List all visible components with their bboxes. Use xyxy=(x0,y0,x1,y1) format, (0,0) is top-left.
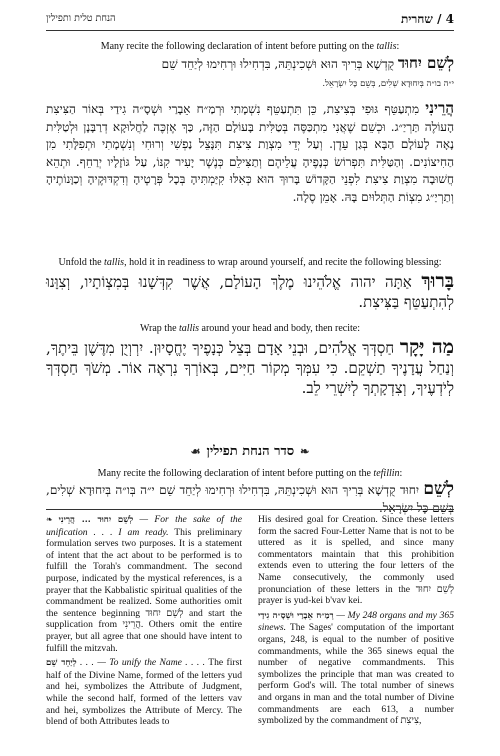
tallis-blessing: בָּרוּךְ אַתָּה יהוה אֱלֹהֵינוּ מֶלֶךְ הָעוֹלָם, אֲשֶׁר קִדְּשָׁנוּ בְּמִצְוֹתָיו, וְצִוָּנוּ לְהִתְעַטֵּף בַּצִּיצִת. xyxy=(46,270,454,311)
commentary-note-unify: לְיַחֵד שֵׁם . . . — To unify the Name . . . . The first half of the Divine Name, formed of the letters yud and hei, symbolizes the Attribute of Judgment, while the second half, formed of the letters vav and hei, symbolizes the Attribute of Mercy. The blend of both Attributes leads to xyxy=(46,657,242,728)
instruction-wrap-tallis: Wrap the tallis around your head and body, then recite: xyxy=(139,323,360,334)
instruction-tefillin-intent: Many recite the following declaration of intent before putting on the tefillin: xyxy=(97,468,403,479)
instruction-unfold-tallis: Unfold the tallis, hold it in readiness to wrap around yourself, and recite the following blessing: xyxy=(58,257,442,268)
hareini-paragraph: הֲרֵינִי מִתְעַטֵּף גּוּפִי בְּצִיצִת, כֵּן תִּתְעַטֵּף נִשְׁמָתִי וּרְמַ״ח אֵבָרַי וּשְׁסָ״ה גִידַי בְּאוֹר הַצִּיצִת הָעוֹלֶה תַּרְיַ״ג. וּכְשֵׁם שֶׁאֲנִי מִתְכַּסֶּה בְּטַלִּית בָּעוֹלָם הַזֶּה, כַּךְ אֶזְכֶּה לַחֲלוּקָא דְרַבָּנָן וּלְטַלִּית נָאָה לָעוֹלָם הַבָּא בְּגַן עֵדֶן. וְעַל יְדֵי מִצְוַת צִיצִת תִּנָּצֵל נַפְשִׁי וְרוּחִי וְנִשְׁמָתִי וּתְפִלָּתִי מִן הַחִיצוֹנִים. וְהַטַּלִּית תִּפְרוֹשׂ כְּנָפֶיהָ עֲלֵיהֶם וְתַצִּילֵם כְּנֶשֶׁר יָעִיר קִנּוֹ, עַל גּוֹזָלָיו יְרַחֵף. וּתְהֵא חֲשׁוּבָה מִצְוַת צִיצִת לִפְנֵי הַקָּדוֹשׁ בָּרוּךְ הוּא כְּאִלּוּ קִיַּמְתִּיהָ בְּכָל פְּרָטֶיהָ וְדִקְדּוּקֶיהָ וְכַוָּנוֹתֶיהָ וְתַרְיַ״ג מִצְוֹת הַתְּלוּיִם בָּהּ. אָמֵן סֶלָה. xyxy=(46,99,454,204)
leshem-yichud-tefillin: לְשֵׁם יִחוּד קֻדְשָׁא בְּרִיךְ הוּא וּשְׁכִינְתֵּהּ, בִּדְחִילוּ וּרְחִימוּ לְיַחֵד שֵׁם י״ה בְּו״ה בְּיִחוּדָא שְׁלִים, בְּשֵׁם כָּל יִשְׂרָאֵל. xyxy=(46,479,454,515)
ornament-icon: ❧ xyxy=(300,445,310,458)
mah-yakar-passage: מַה יָּקָר חַסְדְּךָ אֱלֹהִים, וּבְנֵי אָדָם בְּצֵל כְּנָפֶיךָ יֶחֱסָיוּן. יִרְוְיֻן מִדֶּשֶׁן בֵּיתֶךָ, וְנַחַל עֲדָנֶיךָ תַשְׁקֵם. כִּי עִמְּךָ מְקוֹר חַיִּים, בְּאוֹרְךָ נִרְאֶה אוֹר. מְשֹׁךְ חַסְדְּךָ לְיֹדְעֶיךָ, וְצִדְקָתְךָ לְיִשְׁרֵי לֵב. xyxy=(46,336,454,397)
commentary-right-column xyxy=(258,514,454,730)
section-title-tefillin: ❧סדר הנחת תפילין☙ xyxy=(190,444,310,459)
commentary-divider xyxy=(46,509,454,510)
running-section-title: הנחת טלית ותפילין xyxy=(46,13,116,24)
commentary-note-continued: His desired goal for Creation. Since these letters form the sacred Four-Letter Name that is not to be uttered as it is spelled, and since many commentators maintain that this prohibition extends even to uttering the four letters of the Name consecutively, the commonly used pronunciation of these letters in the לְשֵׁם יִחוּד prayer is yud-kei b'vav kei. xyxy=(258,514,454,607)
leshem-yichud-tallis: לְשֵׁם יִחוּד קֻדְשָׁא בְּרִיךְ הוּא וּשְׁכִינְתֵּהּ, בִּדְחִילוּ וּרְחִימוּ לְיַחֵד שֵׁם י״ה בו״ה בְּיִחוּדָא שְׁלִים, בְּשֵׁם כָּל יִשְׂרָאֵל. xyxy=(161,54,454,89)
commentary-left-column xyxy=(46,514,242,731)
commentary-note-leshem: ❧ לְשֵׁם יִחוּד ... הֲרֵינִי — For the sake of the unification . . . I am ready. This preliminary formulation serves two purposes. It is a statement of intent that the act about to be performed is to fulfill the Torah's commandment. The second purpose, indicated by the mystical references, is a prayer that the Kabbalistic spiritual qualities of the commandment be realized. Some authorities omit the sentence beginning לְשֵׁם יִחוּד and start the supplication from הֲרֵינִי. Others omit the entire prayer, but all agree that one should have intent to fulfill the mitzvah. xyxy=(46,514,242,654)
page-header xyxy=(46,10,454,31)
instruction-tallis-intent: Many recite the following declaration of intent before putting on the tallis: xyxy=(100,41,400,52)
note-marker-icon: ❧ xyxy=(46,515,59,524)
page-number-label: 4 / שחרית xyxy=(400,12,454,26)
ornament-icon: ☙ xyxy=(190,445,201,458)
commentary-note-organs: רְמַ״ח אֵבָרַי וּשְׁסָ״ה גִידַי — My 248 organs and my 365 sinews. The Sages' computation of the important organs, 248, is equal to the number of positive commandments, while the 365 sinews equal the number of negative commandments. This symbolizes the principle that man was created to perform God's will. The total number of sinews and organs in man and the total number of Divine commandments are each 613, a number symbolized by the commandment of צִיצִת, xyxy=(258,609,454,727)
